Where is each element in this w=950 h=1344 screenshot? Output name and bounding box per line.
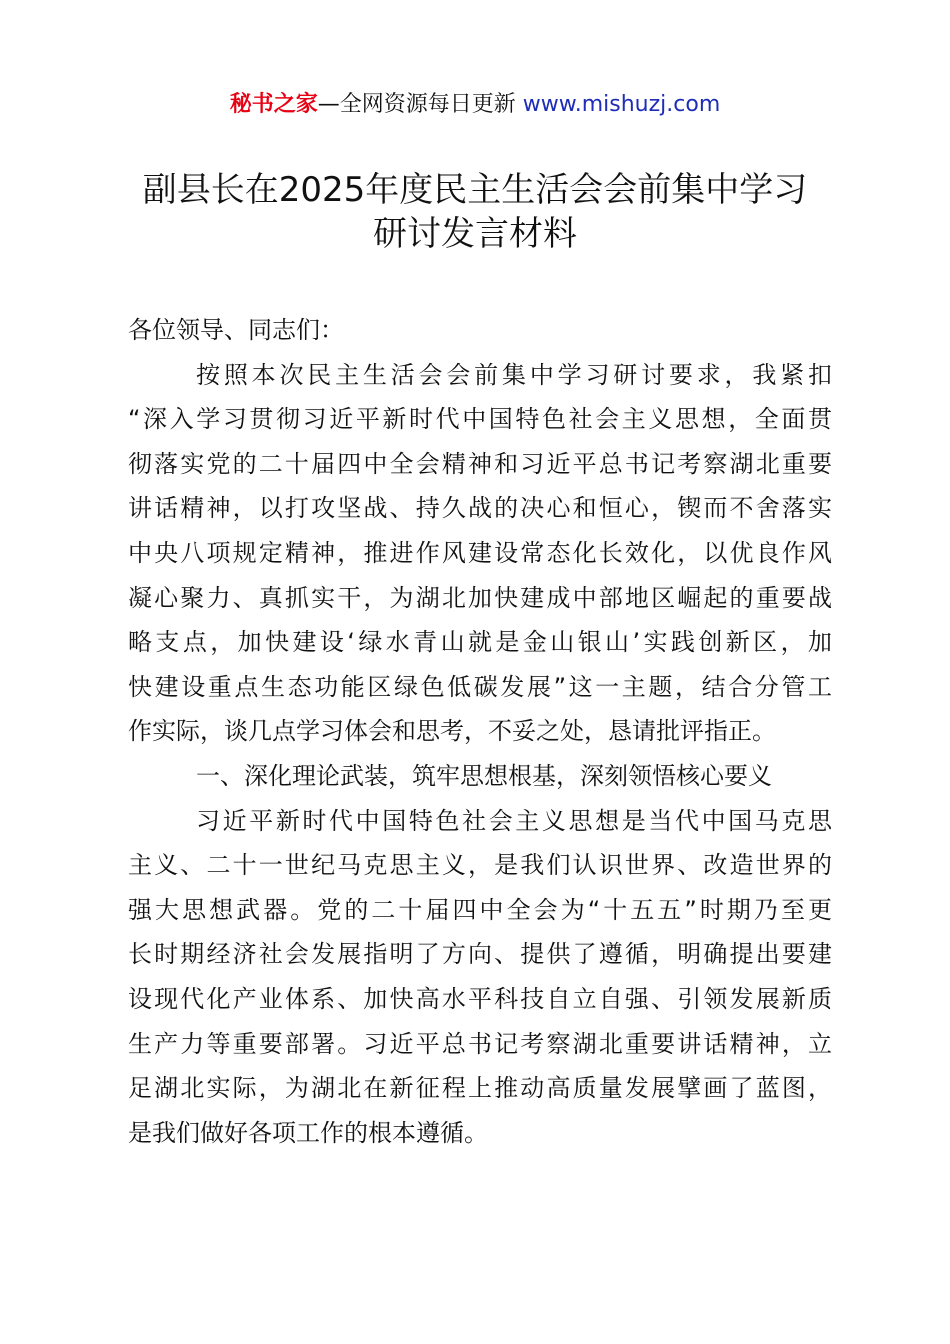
site-brand: 秘书之家 xyxy=(229,92,318,117)
site-url-link[interactable]: www.mishuzj.com xyxy=(522,92,721,117)
paragraph-line: 讲话精神，以打攻坚战、持久战的决心和恒心，锲而不舍落实 xyxy=(128,494,832,523)
paragraph-line: 彻落实党的二十届四中全会精神和习近平总书记考察湖北重要 xyxy=(128,449,832,478)
document-body xyxy=(128,308,832,1155)
paragraph-line: 生产力等重要部署。习近平总书记考察湖北重要讲话精神，立 xyxy=(128,1029,832,1058)
paragraph-line: 凝心聚力、真抓实干，为湖北加快建成中部地区崛起的重要战 xyxy=(128,583,832,612)
site-tagline: —全网资源每日更新 xyxy=(317,92,523,117)
paragraph-line: 按照本次民主生活会会前集中学习研讨要求，我紧扣 xyxy=(196,360,832,389)
document-title-line-1: 副县长在2025年度民主生活会会前集中学习 xyxy=(142,170,808,210)
paragraph-line: 是我们做好各项工作的根本遵循。 xyxy=(128,1118,488,1147)
section-heading-1: 一、深化理论武装，筑牢思想根基，深刻领悟核心要义 xyxy=(196,761,772,790)
greeting: 各位领导、同志们： xyxy=(128,316,344,344)
paragraph-line: 中央八项规定精神，推进作风建设常态化长效化，以优良作风 xyxy=(128,538,832,567)
document-title-line-2: 研讨发言材料 xyxy=(373,214,577,254)
paragraph-line: 作实际，谈几点学习体会和思考，不妥之处，恳请批评指正。 xyxy=(128,717,776,746)
paragraph-line: 设现代化产业体系、加快高水平科技自立自强、引领发展新质 xyxy=(128,984,832,1013)
paragraph-section-1 xyxy=(128,799,832,1156)
document-title xyxy=(100,168,850,256)
paragraph-line: 略支点，加快建设‘绿水青山就是金山银山’实践创新区，加 xyxy=(128,628,832,657)
paragraph-intro xyxy=(128,353,832,754)
paragraph-line: 长时期经济社会发展指明了方向、提供了遵循，明确提出要建 xyxy=(128,940,832,969)
paragraph-line: 强大思想武器。党的二十届四中全会为“十五五”时期乃至更 xyxy=(128,895,832,924)
paragraph-line: 习近平新时代中国特色社会主义思想是当代中国马克思 xyxy=(196,806,832,835)
paragraph-line: 足湖北实际，为湖北在新征程上推动高质量发展擘画了蓝图， xyxy=(128,1074,832,1103)
site-header xyxy=(0,90,950,120)
paragraph-line: 快建设重点生态功能区绿色低碳发展”这一主题，结合分管工 xyxy=(128,672,832,701)
paragraph-line: 主义、二十一世纪马克思主义，是我们认识世界、改造世界的 xyxy=(128,851,832,880)
paragraph-line: “深入学习贯彻习近平新时代中国特色社会主义思想，全面贯 xyxy=(128,405,832,434)
